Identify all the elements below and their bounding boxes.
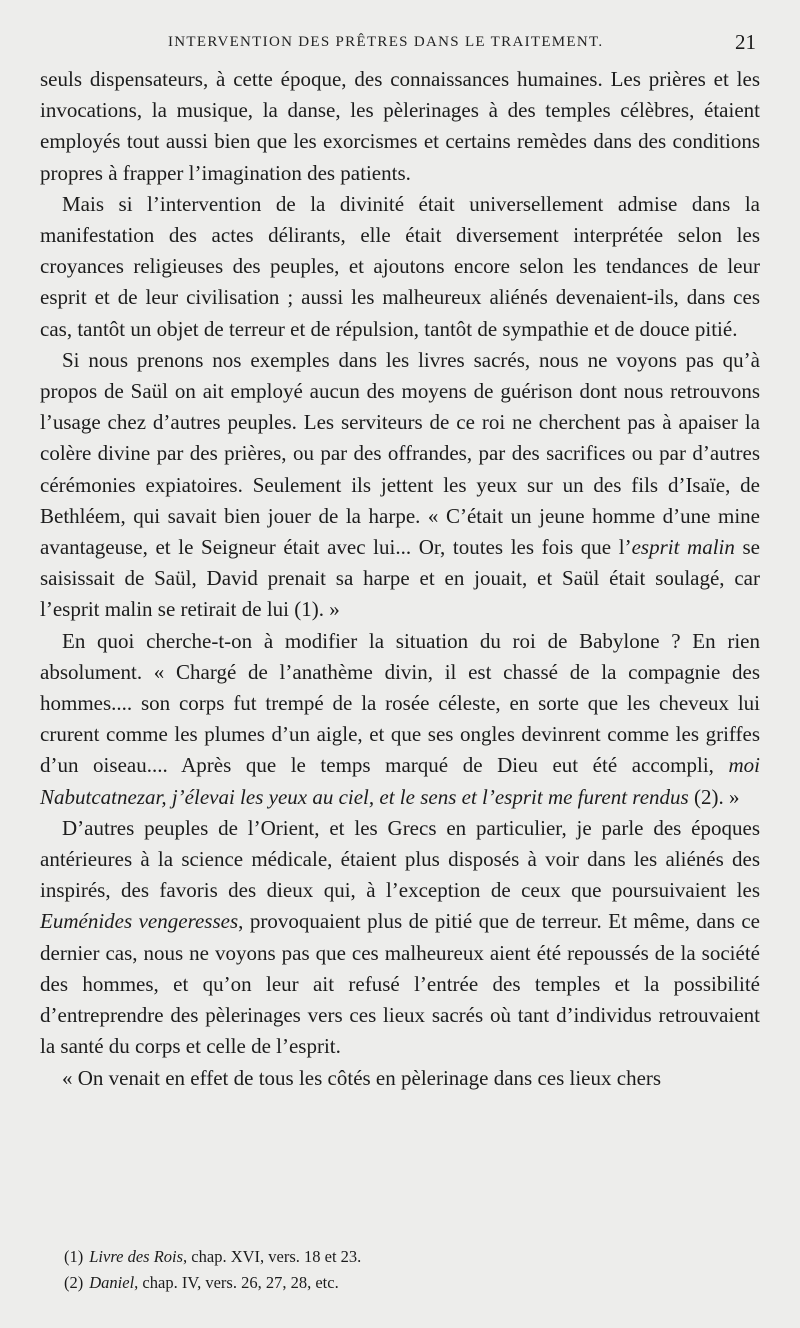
page-number: 21 [735, 30, 756, 54]
paragraph-pilgrimage [40, 1063, 760, 1094]
paragraph-text: (2). » [688, 784, 740, 809]
body-text [40, 64, 760, 1094]
footnote-source: Livre des Rois [89, 1247, 184, 1266]
running-title: INTERVENTION DES PRÊTRES DANS LE TRAITEMENT. [168, 34, 604, 50]
italic-quotation: moi Nabutcatnezar, j’élevai les yeux au ciel, et le sens et l’esprit me furent rendus [40, 753, 760, 809]
footnote-reference: , chap. IV, vers. 26, 27, 28, etc. [134, 1273, 339, 1292]
footnote-1 [64, 1244, 764, 1270]
footnote-reference: , chap. XVI, vers. 18 et 23. [183, 1247, 362, 1266]
footnotes [64, 1244, 764, 1296]
italic-phrase: esprit malin [631, 535, 735, 560]
paragraph-text: Mais si l’intervention de la divinité était universellement admise dans la manifestation des actes délirants, elle était diversement interprétée selon les croyances religieuses des peuples, et ajoutons encore selon les tendances de leur esprit et de leur civilisation ; aussi les malheureux aliénés devenaient-ils, dans ces cas, tantôt un objet de terreur et de répulsion, tantôt de sympathie et de douce pitié. [40, 191, 760, 341]
italic-phrase: Euménides vengeresses [40, 909, 239, 934]
footnote-number: (1) [64, 1247, 84, 1266]
paragraph-text: En quoi cherche-t-on à modifier la situation du roi de Babylone ? En rien absolument. « Chargé de l’anathème divin, il est chassé de la compagnie des hommes.... son corps fut trempé de la rosée céleste, en sorte que les cheveux lui crurent comme les plumes d’un aigle, et que ses ongles devinrent comme les griffes d’un oiseau.... Après que le temps marqué de Dieu eut été accompli, [40, 628, 760, 778]
paragraph-babylon [40, 626, 760, 813]
paragraph-saul [40, 345, 760, 626]
paragraph-greeks [40, 813, 760, 1063]
paragraph-text: « On venait en effet de tous les côtés en pèlerinage dans ces lieux chers [62, 1065, 662, 1090]
paragraph-text: seuls dispensateurs, à cette époque, des connaissances humaines. Les prières et les invocations, la musique, la danse, les pèlerinages à des temples célèbres, étaient employés tout aussi bien que les exorcismes et certains remèdes dans des conditions propres à frapper l’imagination des patients. [40, 67, 760, 185]
page-header [0, 32, 800, 56]
paragraph-continued [40, 64, 760, 189]
footnote-source: Daniel [89, 1273, 135, 1292]
paragraph-text: , provoquaient plus de pitié que de terreur. Et même, dans ce dernier cas, nous ne voyons pas que ces malheureux aient été repoussés de la société des hommes, et qu’on leur ait refusé l’entrée des temples et la possibilité d’entreprendre des pèlerinages vers ces lieux sacrés où tant d’individus retrouvaient la santé du corps et celle de l’esprit. [40, 909, 760, 1059]
paragraph-divinity [40, 189, 760, 345]
footnote-number: (2) [64, 1273, 84, 1292]
paragraph-text: D’autres peuples de l’Orient, et les Grecs en particulier, je parle des époques antérieures à la science médicale, étaient plus disposés à voir dans les aliénés des inspirés, des favoris des dieux qui, à l’exception de ceux que poursuivaient les [40, 815, 760, 903]
paragraph-text: Si nous prenons nos exemples dans les livres sacrés, nous ne voyons pas qu’à propos de Saül on ait employé aucun des moyens de guérison dont nous retrouvons l’usage chez d’autres peuples. Les serviteurs de ce roi ne cherchent pas à apaiser la colère divine par des prières, ou par des offrandes, par des sacrifices ou par d’autres cérémonies expiatoires. Seulement ils jettent les yeux sur un des fils d’Isaïe, de Bethléem, qui savait bien jouer de la harpe. « C’était un jeune homme d’une mine avantageuse, et le Seigneur était avec lui... Or, toutes les fois que l’ [40, 347, 760, 560]
footnote-2 [64, 1270, 764, 1296]
paragraph-text: se saisissait de Saül, David prenait sa harpe et en jouait, et Saül était soulagé, car l’esprit malin se retirait de lui (1). » [40, 535, 760, 622]
